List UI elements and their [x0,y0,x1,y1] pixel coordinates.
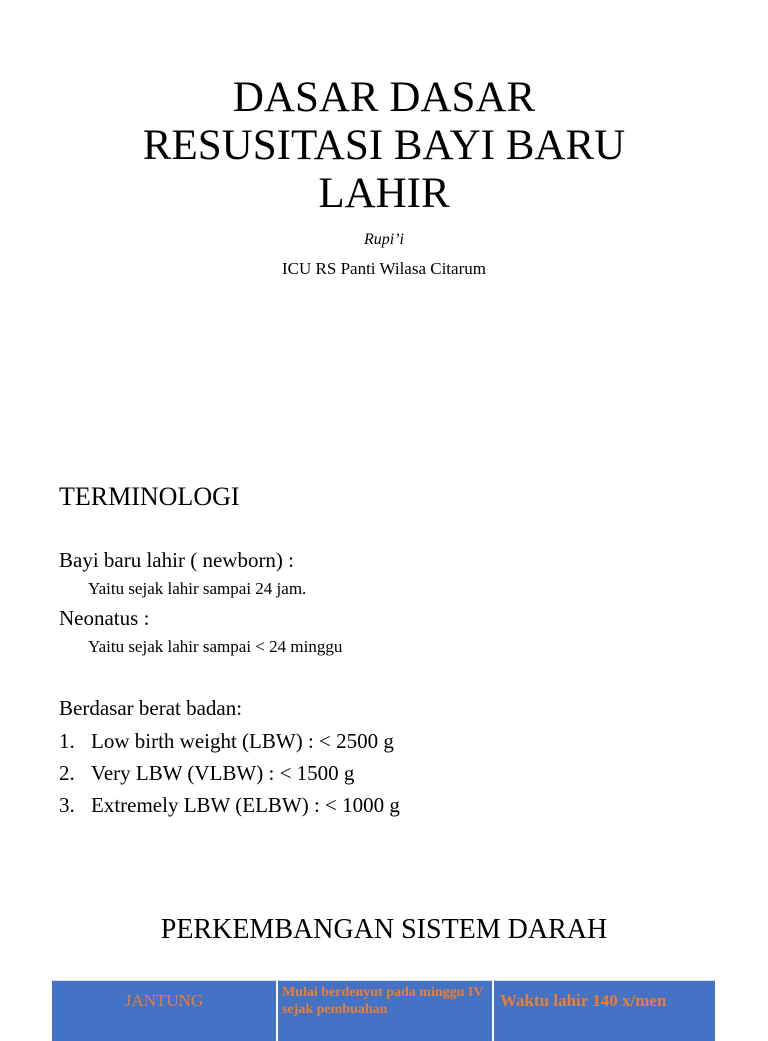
definition-neonatus: Yaitu sejak lahir sampai < 24 minggu [88,637,343,656]
list-text: Low birth weight (LBW) : < 2500 g [91,729,394,753]
weight-list-item [59,793,400,818]
weight-heading: Berdasar berat badan: [59,696,243,720]
organization-name: ICU RS Panti Wilasa Citarum [282,259,486,278]
author-name: Rupi’i [364,231,404,248]
list-text: Very LBW (VLBW) : < 1500 g [91,761,355,785]
list-number: 2. [59,761,75,785]
list-number: 3. [59,793,75,817]
title-slide [0,0,768,320]
table-cell-organ: JANTUNG [52,981,278,1041]
title-line-3: LAHIR [318,170,450,217]
terminology-heading: TERMINOLOGI [59,482,240,511]
terminology-slide [0,460,768,860]
development-table [52,980,715,1041]
blood-system-heading: PERKEMBANGAN SISTEM DARAH [160,914,608,945]
weight-list-item [59,761,354,786]
blood-system-slide [0,890,768,1024]
list-number: 1. [59,729,75,753]
list-text: Extremely LBW (ELBW) : < 1000 g [91,793,400,817]
definition-newborn: Yaitu sejak lahir sampai 24 jam. [88,579,307,598]
term-newborn: Bayi baru lahir ( newborn) : [59,548,295,572]
table-cell-onset: Mulai berdenyut pada minggu IV sejak pembuahan [278,981,494,1041]
title-line-1: DASAR DASAR [232,74,536,121]
table-cell-rate: Waktu lahir 140 x/men [494,981,715,1041]
weight-list-item [59,729,394,754]
term-neonatus: Neonatus : [59,606,150,630]
slide-title [0,74,768,218]
title-line-2: RESUSITASI BAYI BARU [142,122,626,169]
